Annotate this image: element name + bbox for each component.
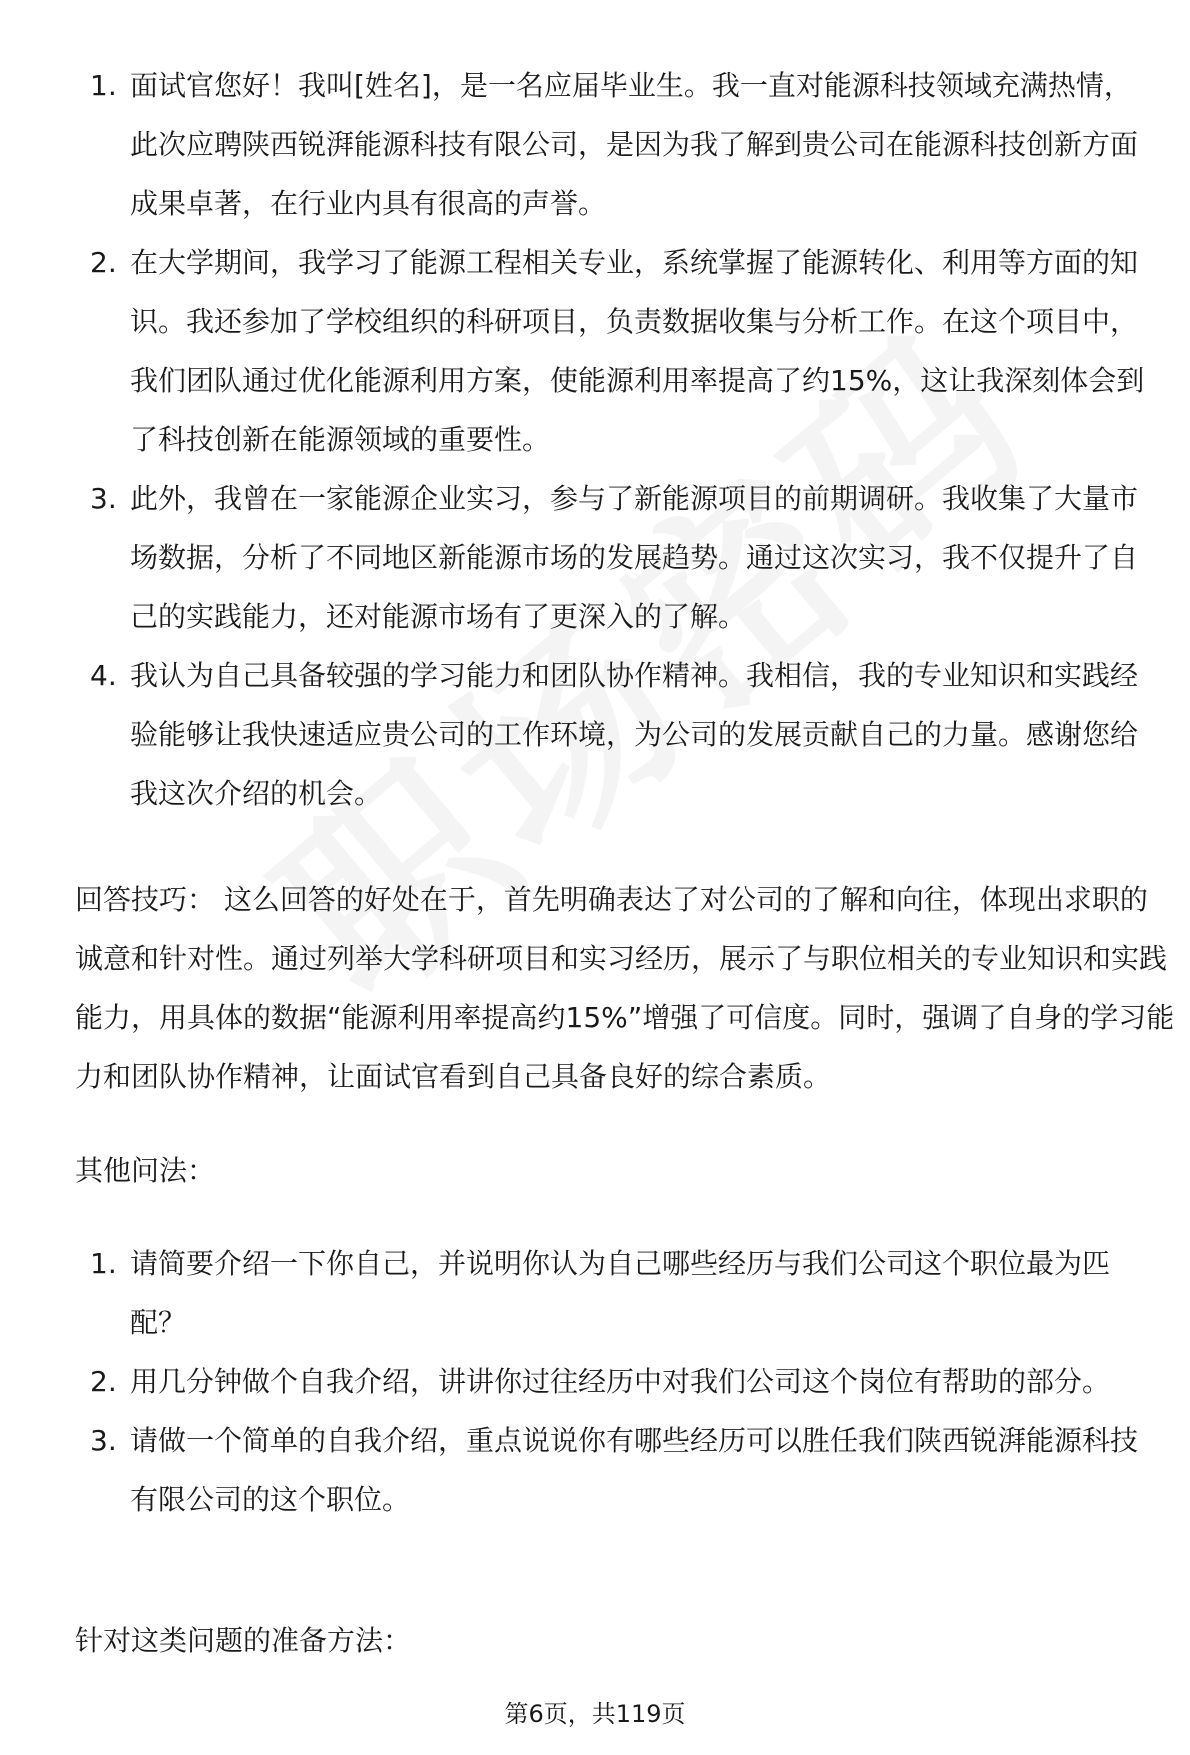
list-number: 3. [90,482,117,515]
list-item [0,469,1190,646]
list-text: 在大学期间，我学习了能源工程相关专业，系统掌握了能源转化、利用等方面的知识。我还参加了学校组织的科研项目，负责数据收集与分析工作。在这个项目中，我们团队通过优化能源利用方案，使能源利用率提高了约15%，这让我深刻体会到了科技创新在能源领域的重要性。 [130,246,1145,456]
list-text: 此外，我曾在一家能源企业实习，参与了新能源项目的前期调研。我收集了大量市场数据，分析了不同地区新能源市场的发展趋势。通过这次实习，我不仅提升了自己的实践能力，还对能源市场有了更深入的了解。 [130,482,1139,633]
list-item [0,56,1190,233]
other-questions-heading: 其他问法： [75,1154,216,1187]
answer-tips-paragraph: 回答技巧： 这么回答的好处在于，首先明确表达了对公司的了解和向往，体现出求职的诚意和针对性。通过列举大学科研项目和实习经历，展示了与职位相关的专业知识和实践能力，用具体的数据“能源利用率提高约15%”增强了可信度。同时，强调了自身的学习能力和团队协作精神，让面试官看到自己具备良好的综合素质。 [75,883,1175,1093]
preparation-heading: 针对这类问题的准备方法： [75,1624,412,1657]
list-number: 4. [90,659,117,692]
list-text: 用几分钟做个自我介绍，讲讲你过往经历中对我们公司这个岗位有帮助的部分。 [130,1365,1111,1398]
list-item [0,1234,1190,1352]
list-text: 请做一个简单的自我介绍，重点说说你有哪些经历可以胜任我们陕西锐湃能源科技有限公司的这个职位。 [130,1424,1139,1516]
list-number: 3. [90,1424,117,1457]
list-text: 我认为自己具备较强的学习能力和团队协作精神。我相信，我的专业知识和实践经验能够让我快速适应贵公司的工作环境，为公司的发展贡献自己的力量。感谢您给我这次介绍的机会。 [130,659,1139,810]
list-item [0,1411,1190,1529]
other-questions-list [0,1234,1190,1529]
page-number-footer: 第6页，共119页 [504,1700,686,1728]
list-number: 2. [90,1365,117,1398]
list-item [0,1352,1190,1411]
list-number: 1. [90,69,117,102]
list-item [0,646,1190,823]
list-text: 面试官您好！我叫[姓名]，是一名应届毕业生。我一直对能源科技领域充满热情，此次应聘陕西锐湃能源科技有限公司，是因为我了解到贵公司在能源科技创新方面成果卓著，在行业内具有很高的声誉。 [130,69,1139,220]
list-number: 2. [90,246,117,279]
answer-list [0,56,1190,823]
list-text: 请简要介绍一下你自己，并说明你认为自己哪些经历与我们公司这个职位最为匹配？ [130,1247,1111,1339]
list-number: 1. [90,1247,117,1280]
list-item [0,233,1190,469]
